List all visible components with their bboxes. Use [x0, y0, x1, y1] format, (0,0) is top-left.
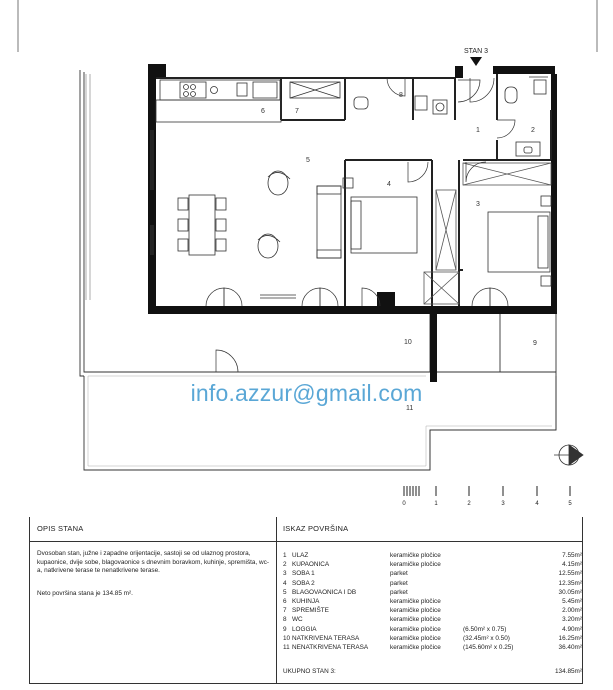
area-row — [277, 616, 582, 625]
room-material: keramičke pločice — [390, 634, 441, 642]
dining-table — [178, 195, 226, 255]
row-number: 1 — [283, 552, 287, 559]
room-material: parket — [390, 588, 408, 596]
bed-room-4 — [343, 178, 417, 253]
room-material: keramičke pločice — [390, 625, 441, 633]
room-number: 3 — [476, 201, 480, 208]
room-area: 12.55m² — [558, 570, 582, 578]
area-row — [277, 552, 582, 561]
room-number: 10 — [404, 339, 412, 346]
scale-tick-label: 5 — [568, 501, 572, 507]
room-material: keramičke pločice — [390, 644, 441, 651]
room-area: 16.25m² — [558, 634, 582, 642]
room-number: 6 — [261, 108, 265, 115]
row-number: 9 — [283, 625, 287, 633]
row-number: 7 — [283, 607, 287, 615]
area-row — [277, 626, 582, 635]
room-name: SOBA 1 — [292, 570, 315, 578]
room-number: 11 — [406, 405, 414, 412]
room-area: 12.35m² — [558, 579, 582, 587]
bed-room-3 — [488, 196, 551, 286]
row-number: 6 — [283, 598, 287, 605]
room-number: 8 — [399, 92, 403, 99]
row-number: 2 — [283, 561, 287, 569]
row-number: 10 — [283, 634, 291, 642]
area-row — [277, 580, 582, 589]
room-material: keramičke pločice — [390, 561, 441, 569]
room-numbers — [261, 92, 537, 412]
net-area-text: Neto površina stana je 134.85 m². — [37, 590, 133, 597]
scale-bar — [404, 486, 570, 496]
area-calculation: (145.60m² x 0.25) — [463, 644, 514, 651]
row-number: 11 — [283, 644, 290, 651]
area-row — [277, 635, 582, 644]
room-area: 4.15m² — [562, 561, 582, 569]
room-material: keramičke pločice — [390, 552, 441, 559]
area-row — [277, 598, 582, 607]
area-row — [277, 644, 582, 653]
room-area: 3.20m² — [562, 616, 582, 624]
room-name: BLAGOVAONICA I DB — [292, 588, 357, 596]
area-row — [277, 607, 582, 616]
lounge-chairs — [258, 171, 290, 258]
room-material: keramičke pločice — [390, 598, 441, 605]
scale-tick-label: 3 — [501, 501, 505, 507]
room-number: 4 — [387, 181, 391, 188]
room-name: SOBA 2 — [292, 579, 315, 587]
kitchen-counter — [156, 80, 340, 122]
loggia-walls — [430, 310, 556, 372]
room-name: NENATKRIVENA TERASA — [292, 644, 369, 651]
room-name: ULAZ — [292, 552, 309, 559]
scale-labels — [402, 501, 572, 507]
area-column — [277, 517, 582, 683]
room-name: NATKRIVENA TERASA — [292, 634, 360, 642]
room-area: 7.55m² — [562, 552, 582, 559]
terrace-glazing — [86, 74, 90, 300]
room-material: parket — [390, 579, 408, 587]
description-header: OPIS STANA — [37, 524, 84, 533]
area-row — [277, 570, 582, 579]
area-header: ISKAZ POVRŠINA — [283, 524, 349, 533]
room-area: 30.05m² — [558, 588, 582, 596]
row-number: 8 — [283, 616, 287, 624]
room-number: 5 — [306, 157, 310, 164]
room-area: 2.00m² — [562, 607, 582, 615]
wardrobes — [424, 163, 551, 304]
area-row — [277, 589, 582, 598]
total-label: UKUPNO STAN 3: — [283, 668, 336, 675]
description-column — [30, 517, 277, 683]
entrance-arrow-icon — [470, 57, 482, 66]
room-name: WC — [292, 616, 303, 624]
room-number: 1 — [476, 127, 480, 134]
scale-tick-label: 4 — [535, 501, 539, 507]
area-calculation: (32.45m² x 0.50) — [463, 634, 510, 642]
entrance-marker — [464, 48, 488, 66]
room-name: LOGGIA — [292, 625, 317, 633]
scale-tick-label: 0 — [402, 501, 406, 507]
area-calculation: (6.50m² x 0.75) — [463, 625, 507, 633]
row-number: 5 — [283, 588, 287, 596]
room-number: 9 — [533, 340, 537, 347]
row-number: 4 — [283, 579, 287, 587]
info-table — [29, 517, 583, 684]
contact-email: info.azzur@gmail.com — [190, 380, 423, 406]
room-name: SPREMIŠTE — [292, 607, 329, 615]
room-material: parket — [390, 570, 408, 578]
room-name: KUHINJA — [292, 598, 320, 605]
exterior-walls — [148, 64, 557, 382]
apartment-description: Dvosoban stan, južne i zapadne orijentacije, sastoji se od ulaznog prostora, kupaonice, dvije sobe, blagovaonice s dnevnim boravkom, kuhinje, spremišta, wc-a, natkrivene terase te nenatkrivene terase. — [37, 550, 269, 575]
room-number: 7 — [295, 108, 299, 115]
scale-tick-label: 2 — [467, 501, 471, 507]
entrance-label: STAN 3 — [464, 48, 488, 55]
room-name: KUPAONICA — [292, 561, 330, 569]
room-area: 4.90m² — [562, 625, 582, 633]
total-value: 134.85m² — [555, 668, 582, 675]
room-area: 5.45m² — [562, 598, 582, 605]
room-area: 36.40m² — [558, 644, 582, 651]
interior-walls — [156, 74, 551, 306]
north-arrow-icon — [554, 445, 583, 465]
sofa — [317, 186, 341, 258]
room-material: keramičke pločice — [390, 607, 441, 615]
total-row — [283, 668, 582, 675]
room-material: keramičke pločice — [390, 616, 441, 624]
room-number: 2 — [531, 127, 535, 134]
bathroom-fixtures — [505, 77, 548, 156]
area-row — [277, 561, 582, 570]
scale-tick-label: 1 — [434, 501, 438, 507]
row-number: 3 — [283, 570, 287, 578]
